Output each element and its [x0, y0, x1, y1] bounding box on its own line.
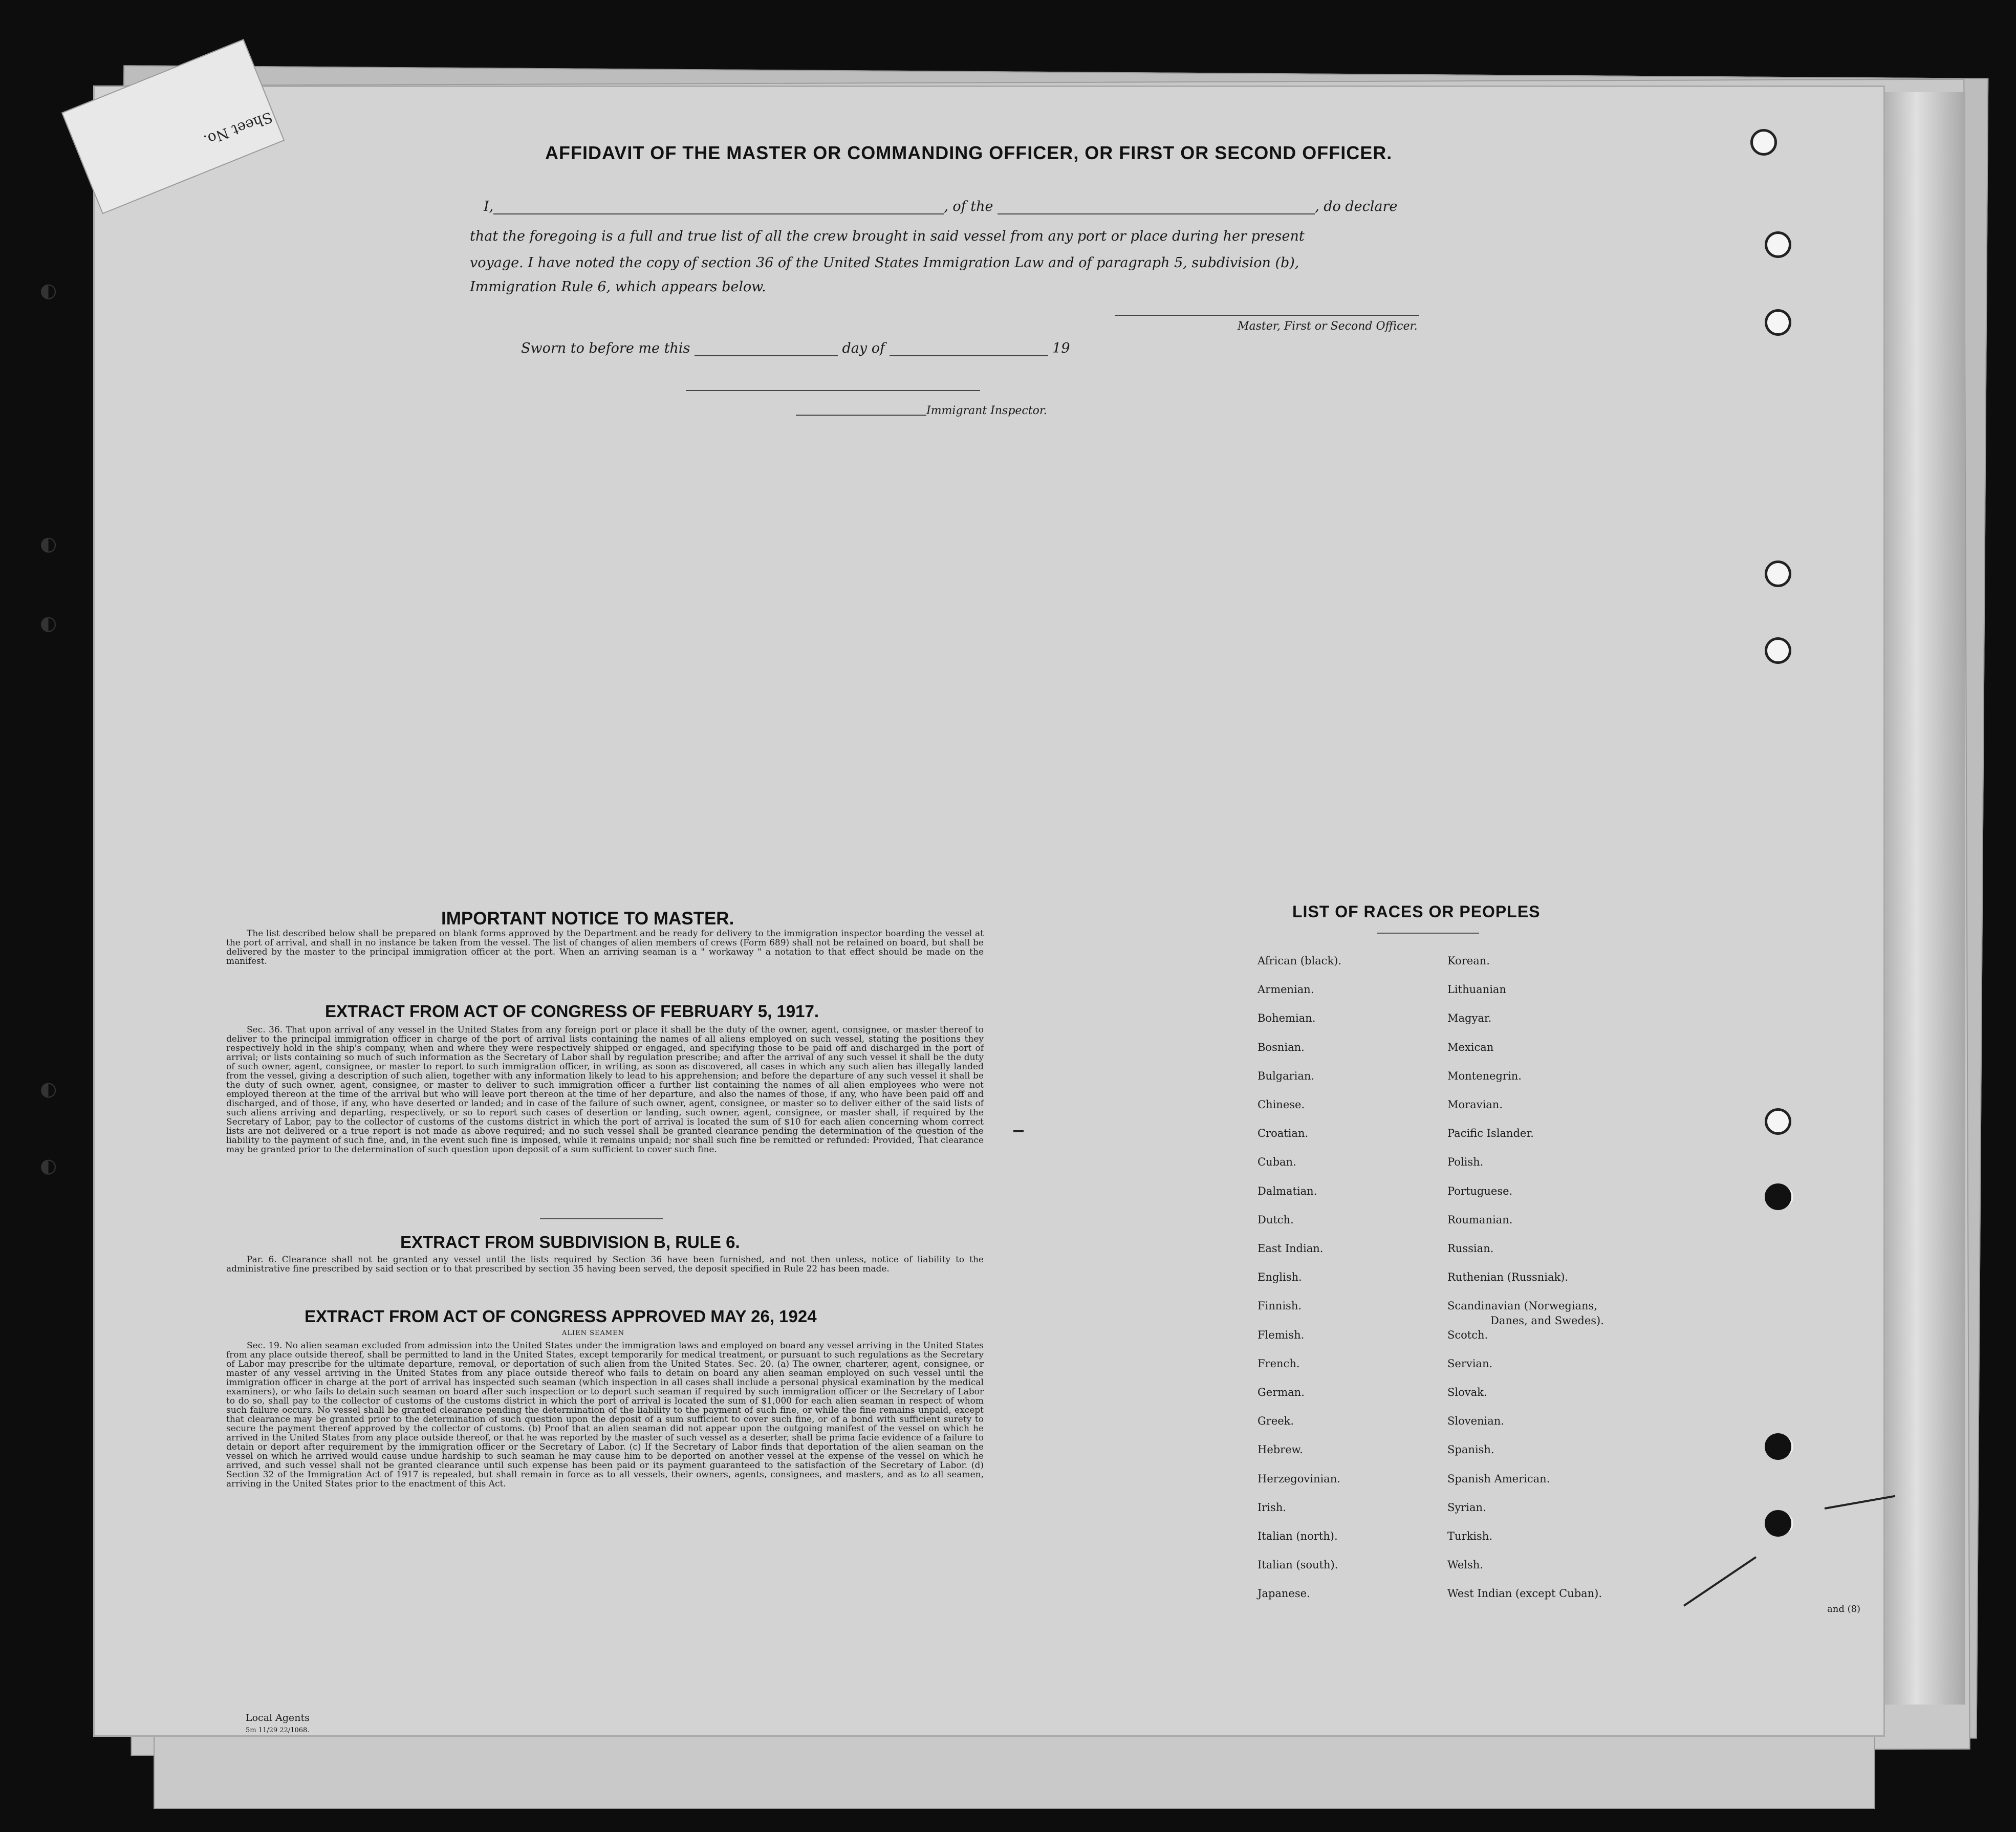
extract-1924-text: Sec. 19. No alien seaman excluded from admission into the United States under the immigration laws and employed on board any vessel arriving in the United States from any place outside thereof, shall be permitted to land in the United States, except temporarily for medical treatment, or pursuant to such regulations as the Secretary of Labor may prescribe for the ultimate departure, removal, or deportation of such alien from the United States. Sec. 20. (a) The owner, charterer, agent, consignee, or master of any vessel arriving in the United States from any place outside thereof who fails to detain on board any alien seaman employed on such vessel until the immigration officer in charge at the port of arrival has inspected such seaman (which inspection in all cases shall include a personal physical examination by the medical examiners), or who fails to detain such seaman on board after such inspection or to deport such seaman if required by such immigration officer or the Secretary of Labor to do so, shall pay to the collector of customs of the customs district in which the port of arrival is located the sum of $1,000 for each alien seaman in respect of whom such failure occurs. No vessel shall be granted clearance pending the determination of the liability to the payment of such fine, or while the fine remains unpaid, except that clearance may be granted prior to the determination of such question upon the deposit of a sum sufficient to cover such fine, or of a bond with sufficient surety to secure the payment thereof approved by the collector of customs. (b) Proof that an alien seaman did not appear upon the outgoing manifest of the vessel on which he arrived in the United States from any place outside thereof, or that he was reported by the master of such vessel as a deserter, shall be prima facie evidence of a failure to detain or deport after requirement by the immigration officer or the Secretary of Labor. (c) If the Secretary of Labor finds that deportation of the alien seaman on the vessel on which he arrived would cause undue hardship to such seaman he may cause him to be deported on another vessel at the expense of the vessel on which he arrived, and such vessel shall not be granted clearance until such expense has been paid or its payment guaranteed to the satisfaction of the Secretary of Labor. (d) Section 32 of the Immigration Act of 1917 is repealed, but shall remain in force as to all vessels, their owners, agents, consignees, and masters, and as to all seamen, arriving in the United States prior to the enactment of this Act. — [226, 1341, 984, 1489]
binder-hole-icon — [1765, 637, 1791, 664]
race-item: Scandinavian (Norwegians, — [1447, 1300, 1598, 1312]
race-item: Magyar. — [1447, 1012, 1492, 1025]
subdivision-b-text: Par. 6. Clearance shall not be granted any vessel until the lists required by Section 36 have been furnished, and not then unless, notice of liability to the administrative fine prescribed by said section or to that prescribed by section 35 having been served, the deposit specified in Rule 22 has been made. — [226, 1255, 984, 1274]
extract-1917-text: Sec. 36. That upon arrival of any vessel in the United States from any foreign port or place it shall be the duty of the owner, agent, consignee, or master thereof to deliver to the principal immigration officer in charge of the port of arrival lists containing the names of all aliens employed on such vessel, stating the positions they respectively hold in the ship's company, when and where they were respectively shipped or engaged, and specifying those to be paid off and discharged in the port of arrival; or lists containing so much of such information as the Secretary of Labor shall by regulation prescribe; and after the arrival of any such vessel it shall be the duty of such owner, agent, consignee, or master to report to such immigration officer, in writing, as soon as discovered, all cases in which any such alien has illegally landed from the vessel, giving a description of such alien, together with any information likely to lead to his apprehension; and before the departure of any such vessel it shall be the duty of such owner, agent, consignee, or master to deliver to such immigration officer a further list containing the names of all alien employees who were not employed thereon at the time of the arrival but who will leave port thereon at the time of her departure, and also the names of those, if any, who have been paid off and discharged, and of those, if any, who have deserted or landed; and in case of the failure of such owner, agent, consignee, or master so to deliver either of the said lists of such aliens arriving and departing, respectively, or so to report such cases of desertion or landing, such owner, agent, consignee, or master shall, if required by the Secretary of Labor, pay to the collector of customs of the customs district in which the port of arrival is located the sum of $10 for each alien concerning whom correct lists are not delivered or a true report is not made as above required; and no such vessel shall be granted clearance pending the determination of the question of the liability to the payment of such fine, and, in the event such fine is imposed, while it remains unpaid; nor shall such fine be remitted or refunded: Provided, That clearance may be granted prior to the determination of such question upon deposit of a sum sufficient to cover such fine. — [226, 1025, 984, 1155]
race-item: Bohemian. — [1258, 1012, 1316, 1025]
race-item: Pacific Islander. — [1447, 1127, 1534, 1140]
margin-mark-icon: ◐ — [40, 612, 57, 634]
binder-hole-icon — [1765, 1183, 1791, 1210]
affidavit-i-label: I, — [484, 199, 494, 214]
race-item: Russian. — [1447, 1242, 1494, 1255]
notice-title: IMPORTANT NOTICE TO MASTER. — [441, 909, 734, 929]
pen-mark — [1013, 1130, 1024, 1132]
race-item: Slovenian. — [1447, 1415, 1504, 1428]
race-item: Japanese. — [1258, 1587, 1310, 1600]
race-item: Scotch. — [1447, 1328, 1488, 1341]
race-item: Montenegrin. — [1447, 1069, 1522, 1082]
race-item: Bosnian. — [1258, 1041, 1305, 1053]
binder-hole-icon — [1750, 129, 1777, 156]
race-item: Chinese. — [1258, 1098, 1305, 1111]
master-signature-label: Master, First or Second Officer. — [1238, 320, 1418, 333]
section-divider — [540, 1218, 663, 1219]
margin-mark-icon: ◐ — [40, 279, 57, 301]
inspector-upper-line — [686, 390, 980, 391]
race-item: Ruthenian (Russniak). — [1447, 1271, 1569, 1284]
races-divider — [1377, 933, 1479, 934]
race-item: Dalmatian. — [1258, 1184, 1317, 1197]
race-item: Portuguese. — [1447, 1184, 1513, 1197]
race-item: Cuban. — [1258, 1156, 1296, 1169]
race-item: French. — [1258, 1357, 1300, 1370]
binder-hole-icon — [1765, 1510, 1791, 1537]
race-item: Welsh. — [1447, 1559, 1483, 1571]
race-item: German. — [1258, 1386, 1305, 1398]
print-code: 5m 11/29 22/1068. — [246, 1727, 310, 1734]
margin-mark-icon: ◐ — [40, 1154, 57, 1177]
inspector-signature-line[interactable] — [796, 415, 926, 416]
race-item: Italian (south). — [1258, 1559, 1338, 1571]
race-item-continued: Danes, and Swedes). — [1490, 1314, 1604, 1327]
race-item: Greek. — [1258, 1415, 1294, 1428]
affidavit-title: AFFIDAVIT OF THE MASTER OR COMMANDING OFFICER, OR FIRST OR SECOND OFFICER. — [545, 142, 1393, 163]
race-item: Syrian. — [1447, 1501, 1486, 1514]
binder-hole-icon — [1765, 561, 1791, 587]
race-item: Croatian. — [1258, 1127, 1309, 1140]
affidavit-line-1 — [484, 199, 1397, 214]
race-item: East Indian. — [1258, 1242, 1324, 1255]
sworn-month-blank[interactable] — [890, 355, 1048, 356]
sworn-line — [521, 340, 1070, 356]
sworn-day-blank[interactable] — [695, 355, 838, 356]
affidavit-line-2: that the foregoing is a full and true list of all the crew brought in said vessel from any port or place during her present — [470, 228, 1305, 244]
vessel-name-blank[interactable] — [998, 213, 1315, 214]
year-prefix-label: 19 — [1052, 340, 1070, 356]
race-item: Italian (north). — [1258, 1530, 1338, 1542]
race-item: Bulgarian. — [1258, 1069, 1315, 1082]
race-item: Polish. — [1447, 1156, 1484, 1169]
race-item: Herzegovinian. — [1258, 1472, 1340, 1485]
race-item: Hebrew. — [1258, 1443, 1303, 1456]
sworn-label: Sworn to before me this — [521, 340, 690, 356]
binder-hole-icon — [1765, 1433, 1791, 1460]
race-item: Flemish. — [1258, 1328, 1305, 1341]
back-sheet-text: and (8) — [1827, 1604, 1861, 1614]
binder-hole-icon — [1765, 1108, 1791, 1135]
subdivision-b-title: EXTRACT FROM SUBDIVISION B, RULE 6. — [400, 1233, 740, 1252]
day-of-label: day of — [842, 340, 885, 356]
race-item: Turkish. — [1447, 1530, 1492, 1542]
race-item: Spanish American. — [1447, 1472, 1550, 1485]
sheet-number-label: Sheet No. — [201, 109, 275, 149]
race-item: Roumanian. — [1447, 1213, 1513, 1226]
officer-name-blank[interactable] — [493, 213, 944, 214]
race-item: Dutch. — [1258, 1213, 1294, 1226]
affidavit-line-4: Immigration Rule 6, which appears below. — [470, 279, 766, 295]
race-item: Korean. — [1447, 955, 1490, 967]
alien-seamen-subtitle: ALIEN SEAMEN — [562, 1329, 625, 1337]
master-signature-line[interactable] — [1115, 315, 1419, 316]
race-item: Spanish. — [1447, 1443, 1494, 1456]
race-item: West Indian (except Cuban). — [1447, 1587, 1602, 1600]
margin-mark-icon: ◐ — [40, 1077, 57, 1100]
races-title: LIST OF RACES OR PEOPLES — [1292, 902, 1541, 921]
notice-text: The list described below shall be prepared on blank forms approved by the Department and be ready for delivery to the immigration inspector boarding the vessel at the port of arrival, and shall in no instance be taken from the vessel. The list of changes of alien members of crews (Form 689) shall not be retained on board, but shall be delivered by the master to the principal immigration officer at the port. When an arriving seaman is a " workaway " a notation to that effect should be made on the manifest. — [226, 929, 984, 966]
race-item: English. — [1258, 1271, 1302, 1284]
page-edge-shadow — [1883, 92, 1965, 1705]
race-item: African (black). — [1258, 955, 1342, 967]
race-item: Irish. — [1258, 1501, 1287, 1514]
extract-1917-title: EXTRACT FROM ACT OF CONGRESS OF FEBRUARY 5, 1917. — [325, 1002, 819, 1021]
race-item: Servian. — [1447, 1357, 1493, 1370]
race-item: Lithuanian — [1447, 983, 1506, 996]
binder-hole-icon — [1765, 231, 1791, 258]
affidavit-declare-label: , do declare — [1315, 199, 1398, 214]
local-agents-label: Local Agents — [246, 1712, 310, 1723]
binder-hole-icon — [1765, 309, 1791, 336]
extract-1924-title: EXTRACT FROM ACT OF CONGRESS APPROVED MAY 26, 1924 — [305, 1307, 817, 1326]
race-item: Finnish. — [1258, 1300, 1302, 1312]
race-item: Slovak. — [1447, 1386, 1487, 1398]
affidavit-of-the-label: , of the — [944, 199, 993, 214]
race-item: Mexican — [1447, 1041, 1494, 1053]
race-item: Moravian. — [1447, 1098, 1503, 1111]
affidavit-line-3: voyage. I have noted the copy of section 36 of the United States Immigration Law and of paragraph 5, subdivision (b), — [470, 255, 1299, 271]
inspector-label: Immigrant Inspector. — [926, 404, 1047, 417]
margin-mark-icon: ◐ — [40, 532, 57, 555]
race-item: Armenian. — [1258, 983, 1314, 996]
